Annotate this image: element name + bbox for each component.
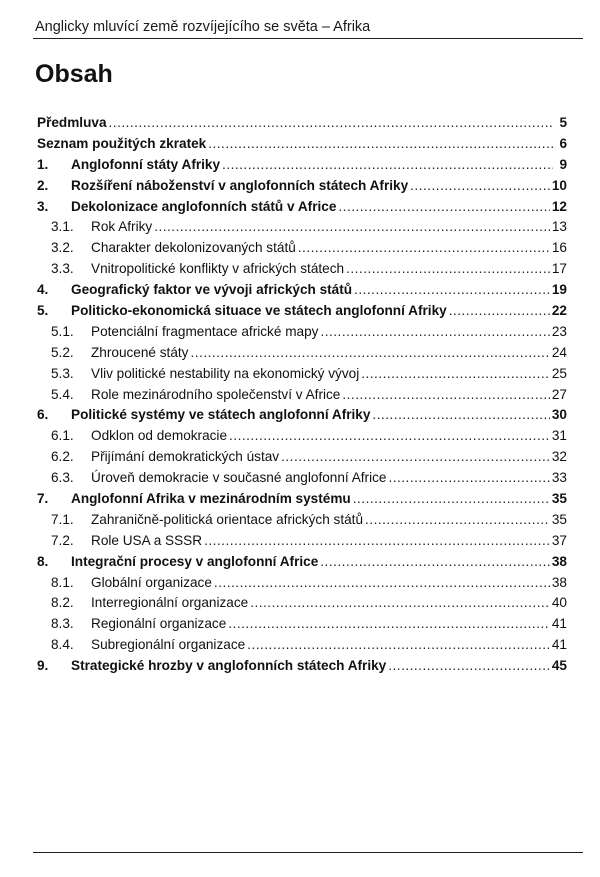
toc-entry [37, 387, 567, 408]
toc-entry-number: 8.1. [51, 574, 74, 590]
toc-entry-page-number: 10 [551, 177, 567, 193]
toc-entry-number: 5.2. [51, 344, 74, 360]
toc-dot-leader [372, 407, 549, 422]
toc-entry-number: 6.2. [51, 449, 74, 465]
toc-dot-leader [247, 637, 550, 652]
toc-entry-number: 8.4. [51, 637, 74, 653]
toc-entry-number: 6. [37, 407, 49, 423]
toc-entry-label: Globální organizace [91, 574, 212, 590]
footer-rule [33, 852, 583, 853]
toc-entry-page-number: 23 [551, 323, 567, 339]
toc-entry-number: 3.2. [51, 240, 74, 256]
toc-dot-leader [204, 533, 550, 548]
toc-entry-number: 8.2. [51, 595, 74, 611]
toc-entry-label: Seznam použitých zkratek [37, 135, 207, 151]
toc-entry [37, 470, 567, 491]
toc-dot-leader [214, 575, 550, 590]
toc-dot-leader [190, 345, 549, 360]
toc-entry-page-number: 17 [551, 261, 567, 277]
toc-entry [37, 178, 567, 199]
toc-dot-leader [354, 282, 550, 297]
toc-entry-label: Role mezinárodního společenství v Africe [91, 386, 341, 402]
running-header: Anglicky mluvící země rozvíjejícího se světa – Afrika [35, 19, 371, 35]
toc-entry [37, 575, 567, 596]
toc-entry-page-number: 35 [551, 491, 567, 507]
toc-dot-leader [298, 240, 550, 255]
toc-entry-number: 2. [37, 177, 49, 193]
toc-entry [37, 240, 567, 261]
toc-entry-page-number: 13 [551, 219, 567, 235]
toc-dot-leader [154, 219, 550, 234]
toc-entry-page-number: 24 [551, 344, 567, 360]
toc-entry-label: Anglofonní Afrika v mezinárodním systému [71, 491, 351, 507]
toc-entry-number: 8.3. [51, 616, 74, 632]
toc-entry-label: Zhroucené státy [91, 344, 189, 360]
toc-entry-label: Subregionální organizace [91, 637, 246, 653]
toc-dot-leader [281, 449, 550, 464]
toc-entry [37, 303, 567, 324]
toc-entry-page-number: 45 [551, 658, 567, 674]
toc-entry-number: 5.4. [51, 386, 74, 402]
toc-entry-number: 3.3. [51, 261, 74, 277]
toc-entry-label: Interregionální organizace [91, 595, 249, 611]
toc-entry-page-number: 38 [551, 574, 567, 590]
toc-dot-leader [353, 491, 550, 506]
toc-dot-leader [228, 616, 550, 631]
toc-dot-leader [449, 303, 550, 318]
toc-entry-label: Vliv politické nestability na ekonomický vývoj [91, 365, 360, 381]
toc-entry-label: Regionální organizace [91, 616, 227, 632]
toc-entry [37, 324, 567, 345]
toc-entry-label: Strategické hrozby v anglofonních státech Afriky [71, 658, 387, 674]
toc-entry [37, 219, 567, 240]
toc-entry-number: 6.1. [51, 428, 74, 444]
toc-entry [37, 115, 567, 136]
toc-entry-number: 7.2. [51, 532, 74, 548]
toc-entry [37, 199, 567, 220]
toc-dot-leader [365, 512, 550, 527]
toc-dot-leader [346, 261, 550, 276]
toc-entry [37, 407, 567, 428]
toc-dot-leader [338, 199, 549, 214]
toc-entry-page-number: 41 [551, 637, 567, 653]
toc-dot-leader [109, 115, 553, 130]
toc-entry-label: Úroveň demokracie v současné anglofonní Africe [91, 470, 387, 486]
table-of-contents [37, 115, 567, 679]
toc-entry-page-number: 33 [551, 470, 567, 486]
toc-entry [37, 345, 567, 366]
toc-entry-label: Zahraničně-politická orientace afrických států [91, 511, 364, 527]
toc-dot-leader [320, 324, 549, 339]
toc-entry-label: Geografický faktor ve vývoji afrických států [71, 282, 353, 298]
toc-entry [37, 136, 567, 157]
toc-entry-page-number: 16 [551, 240, 567, 256]
toc-entry-page-number: 31 [551, 428, 567, 444]
toc-entry [37, 261, 567, 282]
toc-entry-label: Role USA a SSSR [91, 532, 203, 548]
toc-entry-page-number: 32 [551, 449, 567, 465]
toc-entry-label: Rozšíření náboženství v anglofonních státech Afriky [71, 177, 409, 193]
toc-dot-leader [361, 366, 550, 381]
toc-entry [37, 428, 567, 449]
toc-entry [37, 616, 567, 637]
toc-entry-label: Dekolonizace anglofonních států v Africe [71, 198, 337, 214]
toc-entry-page-number: 25 [551, 365, 567, 381]
toc-entry-page-number: 5 [559, 115, 567, 130]
toc-entry [37, 637, 567, 658]
toc-entry-label: Politické systémy ve státech anglofonní Afriky [71, 407, 371, 423]
toc-dot-leader [229, 428, 550, 443]
toc-entry-label: Charakter dekolonizovaných států [91, 240, 296, 256]
toc-entry [37, 658, 567, 679]
toc-dot-leader [250, 595, 550, 610]
toc-entry-number: 9. [37, 658, 49, 674]
toc-entry [37, 533, 567, 554]
toc-entry-label: Vnitropolitické konflikty v afrických státech [91, 261, 345, 277]
toc-dot-leader [222, 157, 553, 172]
toc-entry-number: 7.1. [51, 511, 74, 527]
toc-entry-number: 4. [37, 282, 49, 298]
toc-entry-number: 7. [37, 491, 49, 507]
toc-entry-number: 8. [37, 553, 49, 569]
toc-entry [37, 491, 567, 512]
toc-entry [37, 554, 567, 575]
toc-entry-number: 5.1. [51, 323, 74, 339]
toc-dot-leader [208, 136, 553, 151]
toc-entry-label: Integrační procesy v anglofonní Africe [71, 553, 319, 569]
toc-entry [37, 512, 567, 533]
toc-entry-page-number: 22 [551, 303, 567, 319]
toc-entry [37, 157, 567, 178]
toc-entry-page-number: 40 [551, 595, 567, 611]
toc-dot-leader [388, 470, 549, 485]
toc-entry-number: 3.1. [51, 219, 74, 235]
toc-entry-label: Odklon od demokracie [91, 428, 228, 444]
toc-entry [37, 366, 567, 387]
toc-entry [37, 449, 567, 470]
toc-entry-page-number: 19 [551, 282, 567, 298]
toc-entry-page-number: 41 [551, 616, 567, 632]
toc-dot-leader [320, 554, 550, 569]
toc-dot-leader [410, 178, 550, 193]
toc-entry-number: 5. [37, 303, 49, 319]
toc-dot-leader [388, 658, 550, 673]
toc-entry-label: Rok Afriky [91, 219, 153, 235]
toc-entry-page-number: 6 [559, 135, 567, 151]
toc-entry-label: Politicko-ekonomická situace ve státech anglofonní Afriky [71, 303, 447, 319]
toc-entry-page-number: 35 [551, 511, 567, 527]
toc-entry-number: 5.3. [51, 365, 74, 381]
toc-entry-page-number: 9 [559, 156, 567, 172]
toc-entry-number: 6.3. [51, 470, 74, 486]
toc-entry-page-number: 37 [551, 532, 567, 548]
toc-entry-page-number: 12 [551, 198, 567, 214]
toc-entry [37, 282, 567, 303]
toc-dot-leader [342, 387, 550, 402]
toc-entry-page-number: 38 [551, 553, 567, 569]
header-rule [33, 38, 583, 39]
toc-entry-page-number: 30 [551, 407, 567, 423]
toc-entry-label: Anglofonní státy Afriky [71, 156, 221, 172]
toc-entry [37, 595, 567, 616]
toc-entry-label: Předmluva [37, 115, 107, 130]
toc-entry-page-number: 27 [551, 386, 567, 402]
toc-entry-label: Potenciální fragmentace africké mapy [91, 323, 319, 339]
toc-entry-label: Přijímání demokratických ústav [91, 449, 280, 465]
toc-entry-number: 1. [37, 156, 49, 172]
toc-entry-number: 3. [37, 198, 49, 214]
toc-title: Obsah [35, 60, 113, 88]
